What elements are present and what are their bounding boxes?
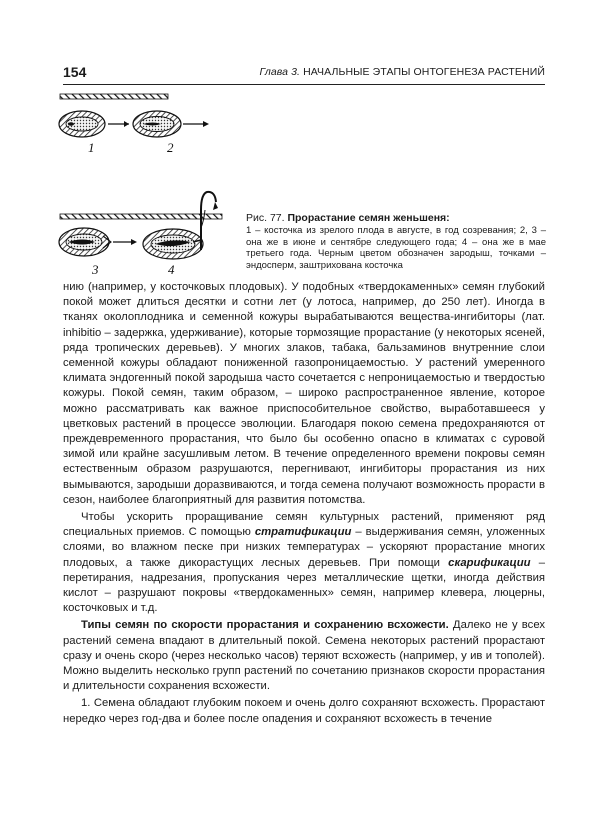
caption-text: 1 – косточка из зрелого плода в августе, в год созревания; 2, 3 – она же в июне и сентябре следующего года; 4 – она же в мае третьего года. Черным цветом обозначен зародыш, точками – эндосперм, заштрихована косточка (246, 225, 546, 271)
seed-germination-figure (55, 92, 230, 277)
paragraph-4: 1. Семена обладают глубоким покоем и очень долго сохраняют всхожесть. Прорастают нередко через год-два и более после опадения и сохраняют всхожесть в течение (63, 697, 545, 725)
chapter-label: Глава 3. (259, 66, 301, 78)
figure-label-1: 1 (88, 140, 95, 155)
p3-text: Далеко не у всех растений семена впадают в длительный покой. Семена некоторых растений прорастают сразу и очень скоро (через несколько часов) теряют всхожесть (например, у ив и тополей). Можно выделить несколько групп растений по сочетанию признаков скорости прорастания и длительности сохранения всхожести. (63, 619, 546, 693)
p2-part-a: Чтобы ускорить проращивание семян культурных растений, применяют ряд специальных приемов. С помощью (63, 511, 545, 539)
caption-heading (246, 212, 546, 225)
figure-label-3: 3 (92, 262, 99, 277)
figure-caption (246, 212, 546, 271)
p2-part-b: – выдерживания семян, уложенных слоями, во влажном песке при низких температурах – ускоряют прорастание многих плодовых, а также дикорастущих лесных деревьев. При помощи (63, 526, 545, 569)
page-header (63, 64, 545, 85)
paragraph-2 (63, 510, 545, 616)
soil-line-bottom (60, 214, 222, 219)
stone-3 (59, 228, 111, 256)
term-scarification: скарификации (448, 556, 531, 569)
p2-part-c: – перетирания, надрезания, пропускания через металлические щетки, иногда действия кислот – разрушают покровы «твердокаменных» семян, например клевера, люцерны, косточковых и т.д. (63, 556, 546, 615)
running-head (260, 66, 546, 78)
caption-title: Прорастание семян женьшеня: (287, 212, 450, 224)
figure-label-4: 4 (168, 262, 175, 277)
page-number: 154 (63, 64, 87, 80)
body-text (63, 280, 545, 727)
stone-4-seedling (143, 192, 218, 259)
chapter-title: НАЧАЛЬНЫЕ ЭТАПЫ ОНТОГЕНЕЗА РАСТЕНИЙ (300, 66, 545, 78)
term-stratification: стратификации (254, 526, 352, 539)
stone-2 (133, 111, 181, 137)
caption-prefix: Рис. 77. (246, 212, 288, 224)
stone-1 (59, 111, 105, 137)
figure-label-2: 2 (167, 140, 174, 155)
section-lead: Типы семян по скорости прорастания и сохранению всхожести. (81, 619, 449, 632)
paragraph-3 (63, 618, 545, 694)
soil-line-top (60, 94, 168, 99)
paragraph-1: нию (например, у косточковых плодовых). У подобных «твердокаменных» семян глубокий покой может длиться десятки и сотни лет (у лотоса, например, до 250 лет). Иногда в тканях околоплодника и семенной кожуры вырабатываются вещества-ингибиторы (лат. inhibitio – задержка, удерживание), которые тормозящие прорастание (у некоторых ясеней, ряда тропических деревьев). У многих злаков, табака, бальзаминов внутренние слои семенной кожуры обладают пониженной газопроницаемостью. У растений умеренного климата эндогенный покой зародыша часто сочетается с непроницаемостью и твердостью кожуры. Покой семян, таким образом, – широко распространенное явление, которое можно рассматривать как важное приспособительное свойство, выработавшееся у цветковых растений в процессе эволюции. Благодаря покою семена предохраняются от преждевременного прорастания, что было бы особенно опасно в климатах с суровой зимой или крайне засушливым летом. В течение определенного времени покровы семян естественным образом разрушаются, перегнивают, ингибиторы прорастания из них вымываются, зародыши доразвиваются, и тогда семена получают возможность прорасти в сезон, наиболее благоприятный для развития потомства. (63, 281, 545, 506)
